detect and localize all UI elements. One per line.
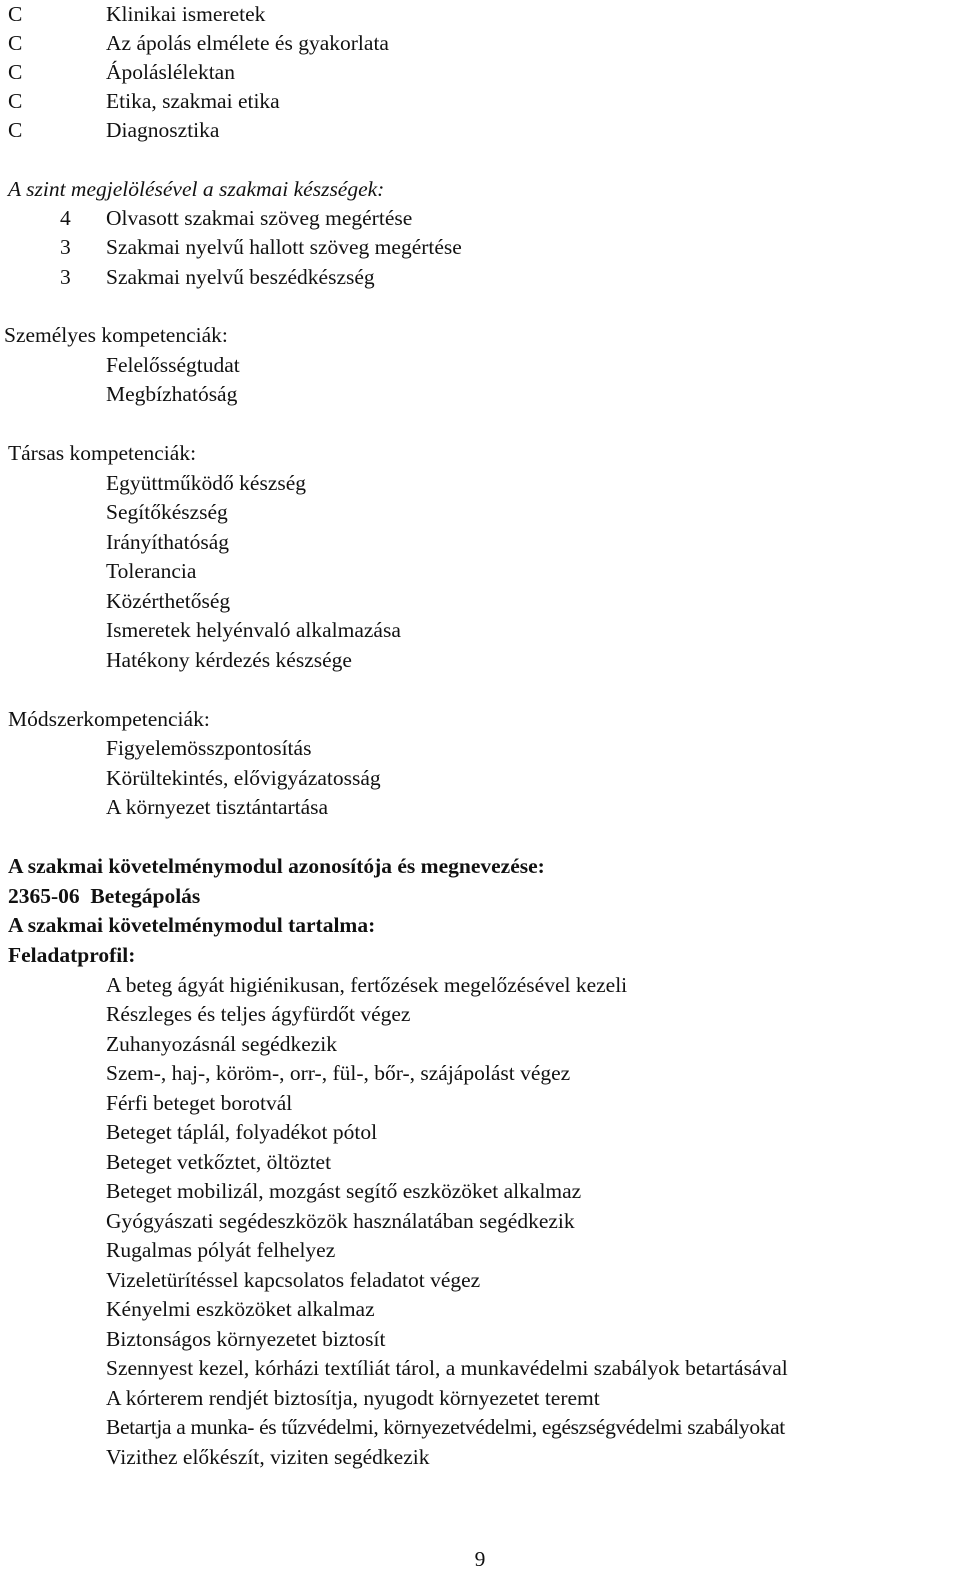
social-item: Irányíthatóság — [106, 530, 229, 554]
module-content-heading: A szakmai követelménymodul tartalma: — [8, 913, 376, 937]
method-item: Figyelemösszpontosítás — [106, 736, 312, 760]
social-item: Közérthetőség — [106, 589, 231, 613]
task-item: Férfi beteget borotvál — [106, 1091, 293, 1115]
task-item: A kórterem rendjét biztosítja, nyugodt környezetet teremt — [106, 1386, 600, 1410]
task-item: Szennyest kezel, kórházi textíliát tárol, a munkavédelmi szabályok betartásával — [106, 1356, 788, 1380]
skill-level: 3 — [60, 235, 71, 259]
subject-level: C — [8, 118, 23, 142]
skill-name: Szakmai nyelvű hallott szöveg megértése — [106, 235, 462, 259]
task-item: Biztonságos környezetet biztosít — [106, 1327, 386, 1351]
task-item: Zuhanyozásnál segédkezik — [106, 1032, 338, 1056]
skill-level: 3 — [60, 265, 71, 289]
module-id-value: 2365-06 Betegápolás — [8, 884, 201, 908]
page-number: 9 — [474, 1547, 486, 1571]
method-item: A környezet tisztántartása — [106, 795, 329, 819]
profile-heading: Feladatprofil: — [8, 943, 136, 967]
social-item: Hatékony kérdezés készsége — [106, 648, 352, 672]
subject-name: Ápoláslélektan — [106, 60, 235, 84]
social-item: Ismeretek helyénvaló alkalmazása — [106, 618, 401, 642]
subject-level: C — [8, 89, 23, 113]
subject-name: Etika, szakmai etika — [106, 89, 280, 113]
personal-heading: Személyes kompetenciák: — [4, 323, 228, 347]
subject-name: Klinikai ismeretek — [106, 2, 266, 26]
task-item: A beteg ágyát higiénikusan, fertőzések megelőzésével kezeli — [106, 973, 628, 997]
social-item: Segítőkészség — [106, 500, 228, 524]
subject-level: C — [8, 60, 23, 84]
social-heading: Társas kompetenciák: — [8, 441, 197, 465]
task-item: Kényelmi eszközöket alkalmaz — [106, 1297, 375, 1321]
task-item: Rugalmas pólyát felhelyez — [106, 1238, 336, 1262]
task-item: Betartja a munka- és tűzvédelmi, környezetvédelmi, egészségvédelmi szabályokat — [106, 1415, 785, 1439]
subject-level: C — [8, 2, 23, 26]
subject-name: Diagnosztika — [106, 118, 220, 142]
task-item: Beteget vetkőztet, öltöztet — [106, 1150, 332, 1174]
subject-name: Az ápolás elmélete és gyakorlata — [106, 31, 389, 55]
skill-name: Szakmai nyelvű beszédkészség — [106, 265, 375, 289]
personal-item: Megbízhatóság — [106, 382, 238, 406]
task-item: Gyógyászati segédeszközök használatában segédkezik — [106, 1209, 575, 1233]
method-item: Körültekintés, elővigyázatosság — [106, 766, 381, 790]
module-id-heading: A szakmai követelménymodul azonosítója és megnevezése: — [8, 854, 545, 878]
social-item: Tolerancia — [106, 559, 197, 583]
social-item: Együttműködő készség — [106, 471, 307, 495]
method-heading: Módszerkompetenciák: — [8, 707, 210, 731]
subject-level: C — [8, 31, 23, 55]
task-item: Vizeletürítéssel kapcsolatos feladatot végez — [106, 1268, 481, 1292]
task-item: Szem-, haj-, köröm-, orr-, fül-, bőr-, szájápolást végez — [106, 1061, 571, 1085]
skill-name: Olvasott szakmai szöveg megértése — [106, 206, 413, 230]
task-item: Részleges és teljes ágyfürdőt végez — [106, 1002, 411, 1026]
task-item: Beteget táplál, folyadékot pótol — [106, 1120, 378, 1144]
skills-heading: A szint megjelölésével a szakmai készségek: — [8, 177, 385, 201]
skill-level: 4 — [60, 206, 71, 230]
task-item: Vizithez előkészít, viziten segédkezik — [106, 1445, 430, 1469]
personal-item: Felelősségtudat — [106, 353, 240, 377]
task-item: Beteget mobilizál, mozgást segítő eszközöket alkalmaz — [106, 1179, 582, 1203]
